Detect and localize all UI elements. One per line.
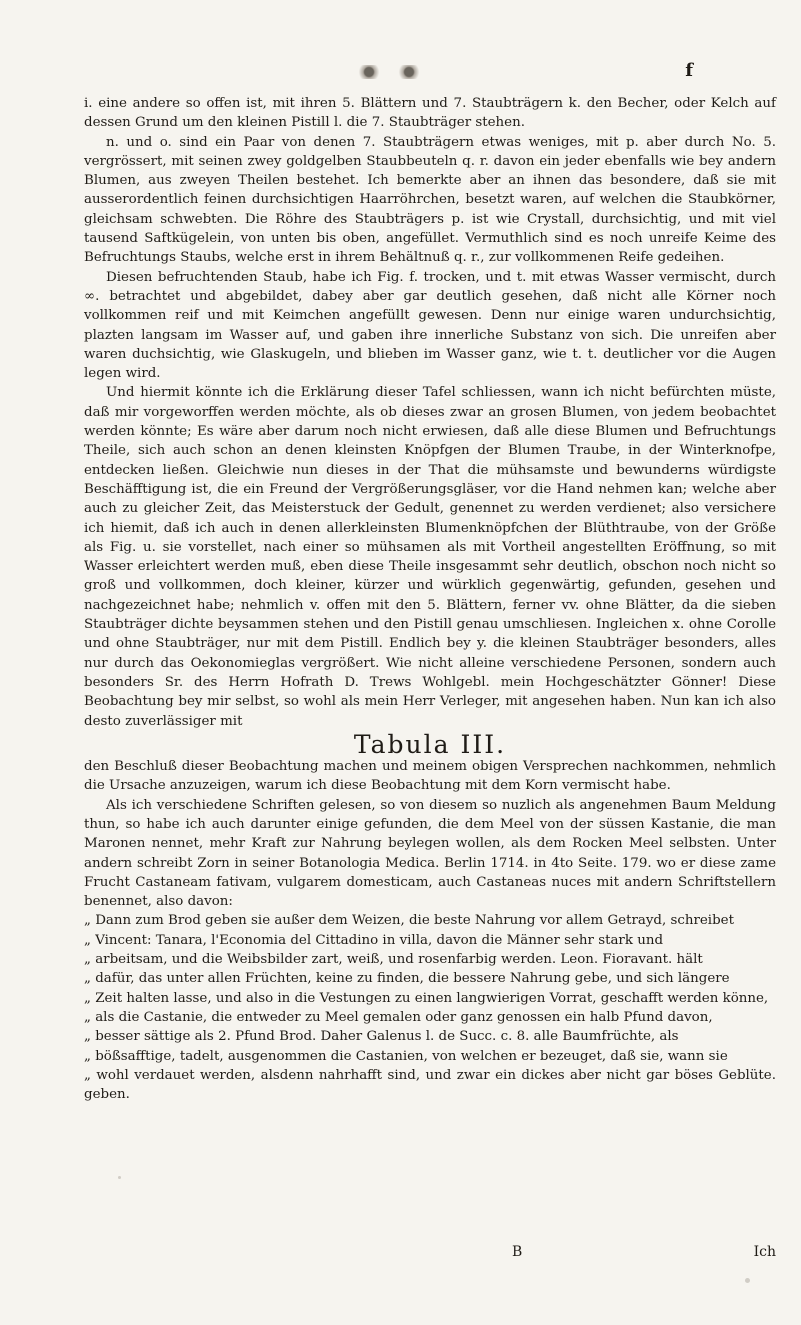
quote-line: „ Vincent: Tanara, l'Economia del Cittadino in villa, davon die Männer sehr stark und: [84, 932, 664, 948]
quote-line: „ bößsafftige, tadelt, ausgenommen die Castanien, von welchen er bezeuget, daß sie, wann sie: [84, 1048, 728, 1064]
quote-line: „ arbeitsam, und die Weibsbilder zart, weiß, und rosenfarbig werden. Leon. Fioravant. hält: [84, 952, 703, 968]
section-heading: Tabula III.: [353, 729, 507, 759]
paper-speck: [745, 1278, 750, 1283]
paragraph: i. eine andere so offen ist, mit ihren 5. Blättern und 7. Staubträgern k. den Becher, oder Kelch auf dessen Grund um den kleinen Pistill l. die 7. Staubträger stehen.: [84, 96, 776, 131]
paragraph: Und hiermit könnte ich die Erklärung dieser Tafel schliessen, wann ich nicht befürchten müste, daß mir vorgeworffen werden möchte, als ob dieses zwar an grosen Blumen, von jedem beobachtet werden könnte; Es wäre aber darum noch nicht erwiesen, daß alle diese Blumen und Befruchtungs Theile, sich auch schon an denen kleinsten Knöpfgen der Blumen Traube, in der Winterknofpe, entdecken ließen. Gleichwie nun dieses in der That die mühsamste und bewunderns würdigste Beschäfftigung ist, die ein Freund der Vergrößerungsgläser, vor die Hand nehmen kan; welche aber auch zu gleicher Zeit, das Meisterstuck der Gedult, genennet zu werden verdienet; also versichere ich hiemit, daß ich auch in denen allerkleinsten Blumenknöpfchen der Blüthtraube, von der Größe als Fig. u. sie vorstellet, nach einer so mühsamen als mit Vortheil angestellten Eröffnung, so mit Wasser erleichtert werden muß, eben diese Theile insgesammt sehr deutlich, obschon noch nicht so groß und vollkommen, doch kleiner, kürzer und würklich gegenwärtig, gefunden, gesehen und nachgezeichnet habe; nehmlich v. offen mit den 5. Blättern, ferner vv. ohne Blätter, da die sieben Staubträger dichte beysammen stehen und den Pistill genau umschliesen. Ingleichen x. ohne Corolle und ohne Staubträger, nur mit dem Pistill. Endlich bey y. die kleinen Staubträger besonders, alles nur durch das Oekonomieglas vergrößert. Wie nicht alleine verschiedene Personen, sondern auch besonders Sr. des Herrn Hofrath D. Trews Wohlgebl. mein Hochgeschätzter Gönner! Diese Beobachtung bey mir selbst, so wohl als mein Herr Verleger, mit angesehen haben. Nun kan ich also desto zuverlässiger mit: [84, 385, 776, 729]
quote-line: „ Dann zum Brod geben sie außer dem Weizen, die beste Nahrung vor allem Getrayd, schreibet: [84, 913, 734, 929]
paper-speck: [118, 1176, 121, 1179]
catchword: Ich: [753, 1244, 776, 1260]
paragraph: den Beschluß dieser Beobachtung machen und meinem obigen Versprechen nachkommen, nehmlich die Ursache anzuzeigen, warum ich diese Beobachtung mit dem Korn vermischt habe.: [84, 759, 776, 794]
ornament-stamps: [356, 64, 456, 86]
paragraph: n. und o. sind ein Paar von denen 7. Staubträgern etwas weniges, mit p. aber durch No. 5. vergrössert, mit seinen zwey goldgelben Staubbeuteln q. r. davon ein jeder ebenfalls wie bey andern Blumen, aus zweyen Theilen bestehet. Ich bemerkte aber an ihnen das besondere, daß sie mit ausserordentlich feinen durchsichtigen Haarröhrchen, besetzt waren, auf welchen die Staubkörner, gleichsam schwebten. Die Röhre des Staubträgers p. ist wie Crystall, durchsichtig, und mit viel tausend Saftkügelein, von unten bis oben, angefüllet. Vermuthlich sind es noch unreife Keime des Befruchtungs Staubs, welche erst in ihrem Behältnuß q. r., zur vollkommenen Reife gedeihen.: [84, 134, 776, 266]
paragraph: Diesen befruchtenden Staub, habe ich Fig. f. trocken, und t. mit etwas Wasser vermischt, durch ∞. betrachtet und abgebildet, dabey aber gar deutlich gesehen, daß nicht alle Körner noch vollkommen reif und mit Keimchen angefüllt gewesen. Denn nur einige waren undurchsichtig, plazten langsam im Wasser auf, und gaben ihre innerliche Substanz von sich. Die unreifen aber waren duchsichtig, wie Glaskugeln, und blieben im Wasser ganz, wie t. t. deutlicher vor die Augen legen wird.: [84, 269, 776, 382]
quote-line: „ als die Castanie, die entweder zu Meel gemalen oder ganz genossen ein halb Pfund davon,: [84, 1009, 713, 1025]
quote-line: „ wohl verdauet werden, alsdenn nahrhafft sind, und zwar ein dickes aber nicht gar böses Geblüte. geben.: [84, 1067, 776, 1103]
ornament-icon: [356, 65, 382, 79]
ornament-icon: [396, 65, 422, 79]
quote-line: „ Zeit halten lasse, und also in die Vestungen zu einen langwierigen Vorrat, geschafft werden könne,: [84, 990, 769, 1006]
quote-line: „ dafür, das unter allen Früchten, keine zu finden, die bessere Nahrung gebe, und sich längere: [84, 971, 730, 987]
signature-mark: B: [512, 1244, 523, 1260]
page-mark: f: [685, 60, 693, 81]
body-text: [84, 94, 776, 1104]
paragraph: Als ich verschiedene Schriften gelesen, so von diesem so nuzlich als angenehmen Baum Meldung thun, so habe ich auch darunter einige gefunden, die dem Meel von der süssen Kastanie, die man Maronen nennet, mehr Kraft zur Nahrung beylegen wollen, als dem Rocken Meel selbsten. Unter andern schreibt Zorn in seiner Botanologia Medica. Berlin 1714. in 4to Seite. 179. wo er diese zame Frucht Castaneam fativam, vulgarem domesticam, auch Castaneas nuces mit andern Schriftstellern benennet, also davon:: [84, 797, 776, 910]
quote-line: „ besser sättige als 2. Pfund Brod. Daher Galenus l. de Succ. c. 8. alle Baumfrüchte, als: [84, 1029, 679, 1045]
quotation-block: [84, 911, 776, 1104]
